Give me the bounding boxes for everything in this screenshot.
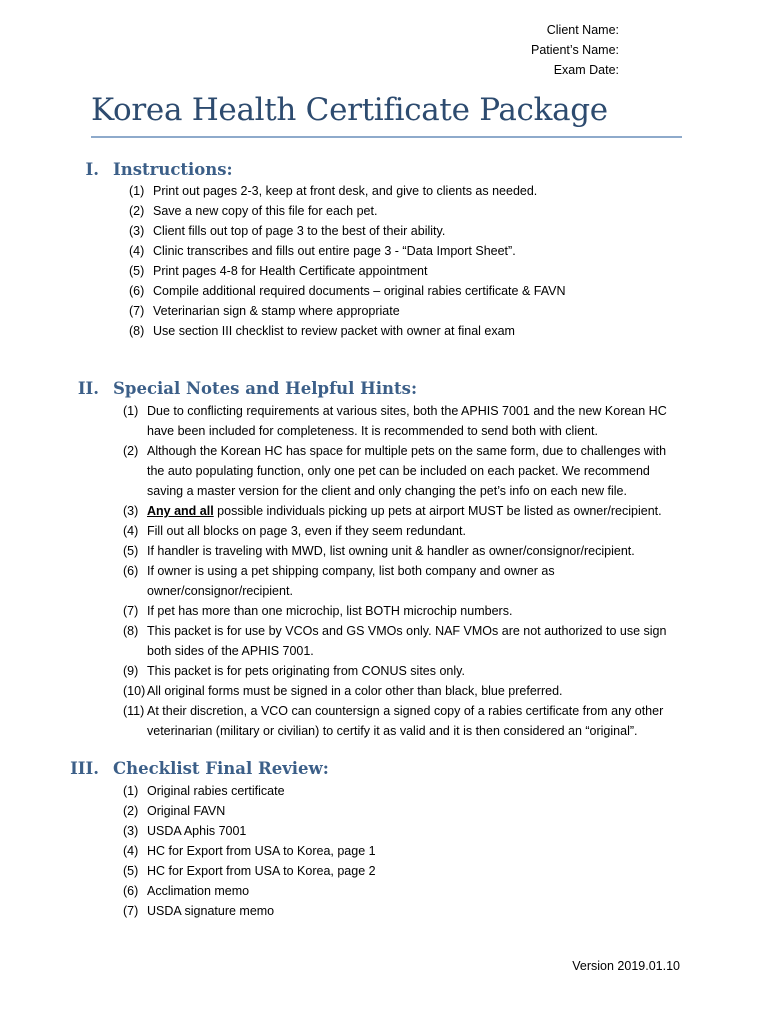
document-title: Korea Health Certificate Package <box>91 92 608 128</box>
section-number: III. <box>70 759 99 778</box>
section-number: II. <box>77 379 99 398</box>
instructions-heading <box>85 160 233 179</box>
notes-heading <box>77 379 418 398</box>
list-item: (3) USDA Aphis 7001 <box>123 824 247 838</box>
list-item: (4) Clinic transcribes and fills out entire page 3 - “Data Import Sheet”. <box>129 244 516 258</box>
list-item: (2) Original FAVN <box>123 804 226 818</box>
instructions-list <box>129 181 565 341</box>
notes-list <box>123 401 667 741</box>
exam-date-label: Exam Date: <box>553 63 619 77</box>
list-item: (1) Print out pages 2-3, keep at front desk, and give to clients as needed. <box>129 184 538 198</box>
list-item: (7) If pet has more than one microchip, list BOTH microchip numbers. <box>123 604 513 618</box>
list-item: (4) Fill out all blocks on page 3, even if they seem redundant. <box>123 524 466 538</box>
section-number: I. <box>85 160 99 179</box>
list-item: (11) At their discretion, a VCO can countersign a signed copy of a rabies certificate from any other veterinarian (military or civilian) to certify it as valid and it is then considered an “original”. <box>123 704 664 738</box>
emphasis-text: Any and all <box>147 504 214 518</box>
list-item: (5) If handler is traveling with MWD, list owning unit & handler as owner/consignor/recipient. <box>123 544 635 558</box>
title-underline <box>91 136 682 138</box>
patient-name-label: Patient’s Name: <box>530 43 619 57</box>
section-title: Special Notes and Helpful Hints: <box>113 379 418 398</box>
list-item: (1) Due to conflicting requirements at various sites, both the APHIS 7001 and the new Korean HC have been included for completeness. It is recommended to send both with client. <box>123 404 667 438</box>
checklist-list <box>123 781 376 921</box>
version-label: Version 2019.01.10 <box>572 959 680 973</box>
section-title: Instructions: <box>113 160 233 179</box>
client-info-block <box>531 20 619 80</box>
section-title: Checklist Final Review: <box>113 759 329 778</box>
list-item: (3) Any and all possible individuals picking up pets at airport MUST be listed as owner/recipient. <box>123 504 662 518</box>
list-item: (3) Client fills out top of page 3 to the best of their ability. <box>129 224 446 238</box>
list-item: (8) This packet is for use by VCOs and GS VMOs only. NAF VMOs are not authorized to use sign both sides of the APHIS 7001. <box>123 624 667 658</box>
list-item: (8) Use section III checklist to review packet with owner at final exam <box>129 324 515 338</box>
list-item: (9) This packet is for pets originating from CONUS sites only. <box>123 664 465 678</box>
list-item: (2) Although the Korean HC has space for multiple pets on the same form, due to challenges with the auto populating function, only one pet can be included on each packet. We recommend saving a master version for the client and only changing the pet’s info on each new file. <box>123 444 667 498</box>
list-item: (7) USDA signature memo <box>123 904 275 918</box>
list-item: (6) Compile additional required documents – original rabies certificate & FAVN <box>129 284 566 298</box>
list-item: (5) HC for Export from USA to Korea, page 2 <box>123 864 376 878</box>
client-name-label: Client Name: <box>546 23 619 37</box>
list-item: (2) Save a new copy of this file for each pet. <box>129 204 378 218</box>
list-item: (1) Original rabies certificate <box>123 784 285 798</box>
list-item: (6) Acclimation memo <box>123 884 250 898</box>
list-item: (4) HC for Export from USA to Korea, page 1 <box>123 844 376 858</box>
list-item: (5) Print pages 4-8 for Health Certificate appointment <box>129 264 428 278</box>
list-item: (10) All original forms must be signed in a color other than black, blue preferred. <box>123 684 563 698</box>
checklist-heading <box>70 759 329 778</box>
list-item: (6) If owner is using a pet shipping company, list both company and owner as owner/consignor/recipient. <box>123 564 555 598</box>
list-item: (7) Veterinarian sign & stamp where appropriate <box>129 304 400 318</box>
